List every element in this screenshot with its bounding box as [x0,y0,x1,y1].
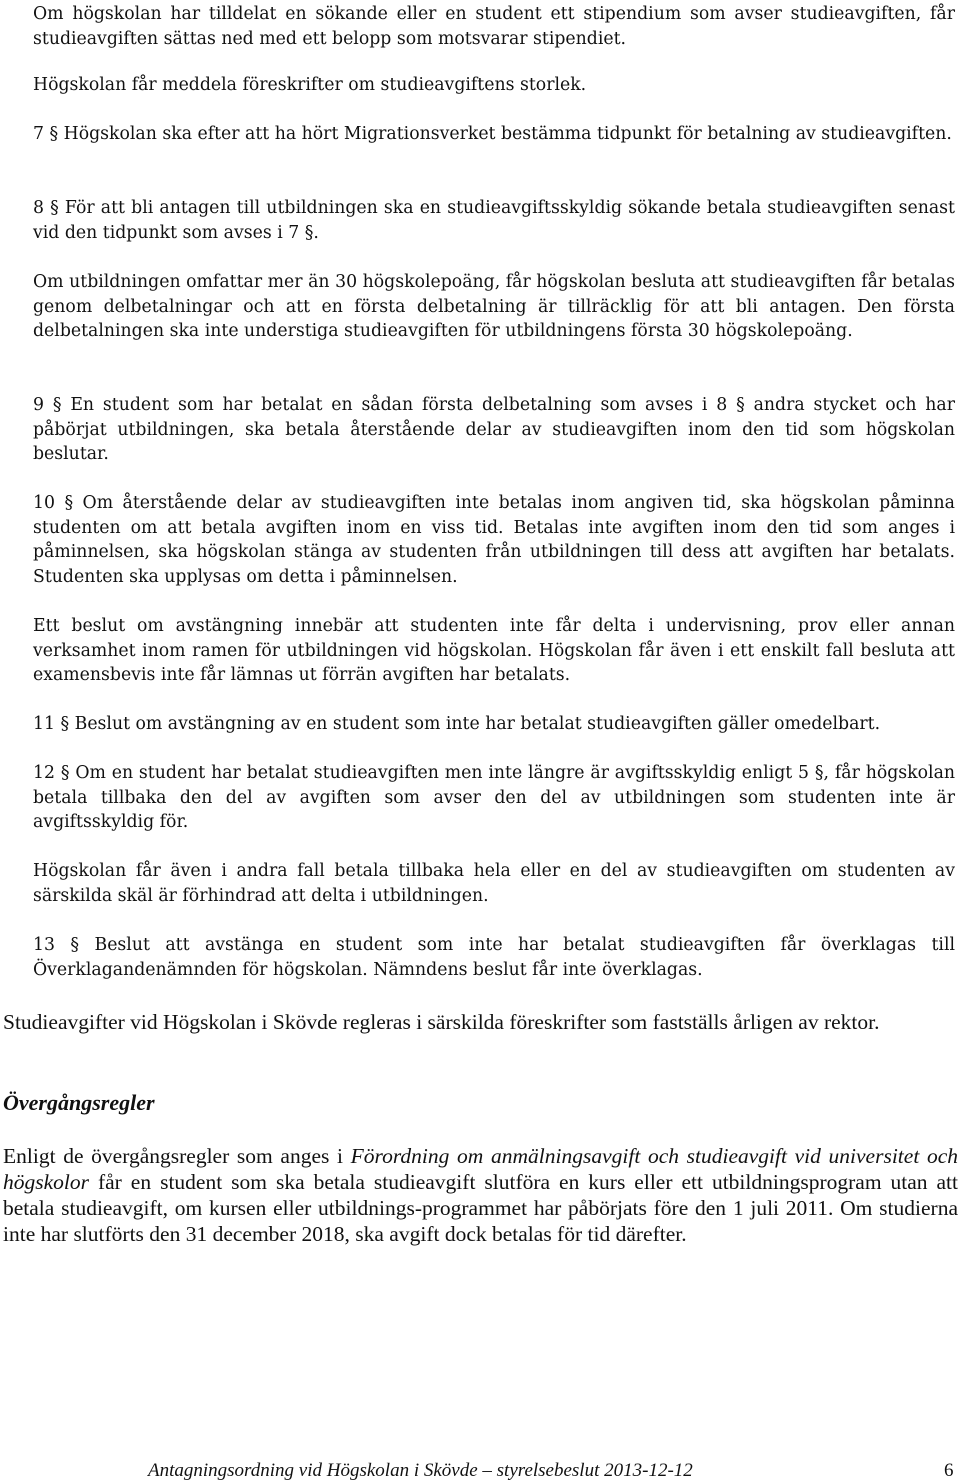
paragraph-aterbetalning: Högskolan får även i andra fall betala tillbaka hela eller en del av studieavgiften om studenten av särskilda skäl är förhindrad att delta i utbildningen. [33,861,955,906]
paragraph-stipendium: Om högskolan har tilldelat en sökande eller en student ett stipendium som avser studieavgiften, får studieavgiften sättas ned med ett belopp som motsvarar stipendiet. [33,4,955,49]
page-footer: Antagningsordning vid Högskolan i Skövde – styrelsebeslut 2013-12-12 [148,1460,693,1481]
paragraph-section-7: 7 § Högskolan ska efter att ha hört Migrationsverket bestämma tidpunkt för betalning av studieavgiften. [33,124,952,144]
paragraph-section-10: 10 § Om återstående delar av studieavgiften inte betalas inom angiven tid, ska högskolan påminna studenten om att betala avgiften inom en viss tid. Betalas inte avgiften inom den tid som anges i påminnelsen, ska högskolan stänga av studenten från utbildningen till dess att avgiften har betalats. Studenten ska upplysas om detta i påminnelsen. [33,493,955,587]
transition-text-end: får en student som ska betala studieavgift slutföra en kurs eller ett utbildningsprogram utan att betala studieavgift, om kursen eller utbildnings-programmet har påbörjats före den 1 juli 2011. Om studierna inte har slutförts den 31 december 2018, ska avgift dock betalas för tid därefter. [3,1170,958,1246]
section-heading-overgangsregler: Övergångsregler [3,1090,155,1115]
page-number: 6 [944,1460,954,1481]
paragraph-studieavgifter-skovde: Studieavgifter vid Högskolan i Skövde regleras i särskilda föreskrifter som fastställs årligen av rektor. [3,1010,880,1034]
paragraph-avstangning: Ett beslut om avstängning innebär att studenten inte får delta i undervisning, prov eller annan verksamhet inom ramen för utbildningen vid högskolan. Högskolan får även i ett enskilt fall besluta att examensbevis inte får lämnas ut förrän avgiften har betalats. [33,616,955,685]
paragraph-section-13: 13 § Beslut att avstänga en student som inte har betalat studieavgiften får överklagas till Överklagandenämnden för högskolan. Nämndens beslut får inte överklagas. [33,935,955,980]
ordinance-title: Förordning om anmälningsavgift och studieavgift vid universitet och högskolor [3,1144,958,1194]
paragraph-delbetalning: Om utbildningen omfattar mer än 30 högskolepoäng, får högskolan besluta att studieavgiften får betalas genom delbetalningar och att en första delbetalning är tillräcklig för att bli antagen. Den första delbetalningen ska inte understiga studieavgiften för utbildningens första 30 högskolepoäng. [33,272,955,341]
transition-text-start: Enligt de övergångsregler som anges i [3,1144,351,1168]
paragraph-foreskrifter: Högskolan får meddela föreskrifter om studieavgiftens storlek. [33,75,587,95]
paragraph-section-8: 8 § För att bli antagen till utbildningen ska en studieavgiftsskyldig sökande betala studieavgiften senast vid den tidpunkt som avses i 7 §. [33,198,955,243]
paragraph-overgangsregler [3,1143,958,1247]
paragraph-section-11: 11 § Beslut om avstängning av en student som inte har betalat studieavgiften gäller omedelbart. [33,714,881,734]
paragraph-section-9: 9 § En student som har betalat en sådan första delbetalning som avses i 8 § andra stycket och har påbörjat utbildningen, ska betala återstående delar av studieavgiften inom den tid som högskolan beslutar. [33,395,955,464]
paragraph-section-12: 12 § Om en student har betalat studieavgiften men inte längre är avgiftsskyldig enligt 5 §, får högskolan betala tillbaka den del av avgiften som avser den del av utbildningen som studenten inte är avgiftsskyldig för. [33,763,955,832]
